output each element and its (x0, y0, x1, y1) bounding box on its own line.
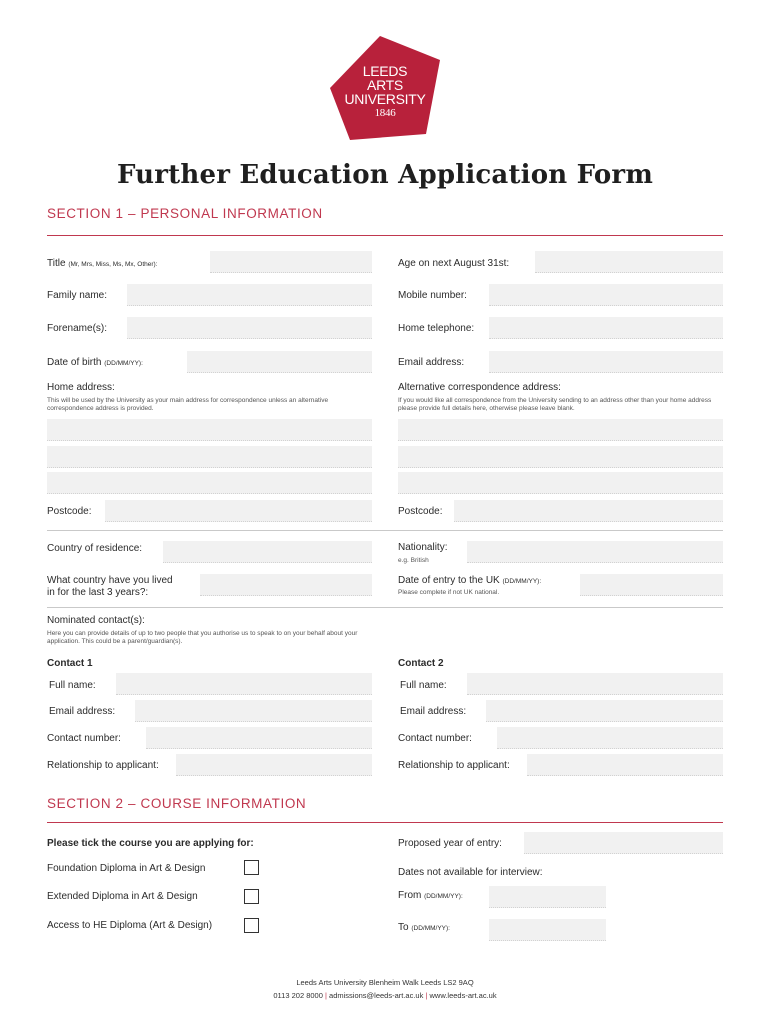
alt-address-line2-field[interactable] (398, 446, 723, 468)
footer-web-link[interactable]: www.leeds-art.ac.uk (429, 991, 497, 1000)
leeds-arts-university-logo (328, 34, 442, 142)
home-tel-label: Home telephone: (398, 323, 475, 334)
contact2-number-label: Contact number: (398, 733, 472, 744)
contact2-full-name-field[interactable] (467, 673, 723, 695)
tick-course-label: Please tick the course you are applying for: (47, 838, 254, 849)
forename-field[interactable] (127, 317, 372, 339)
contact1-relationship-field[interactable] (176, 754, 372, 776)
contact1-email-label: Email address: (49, 706, 116, 717)
course-access-label: Access to HE Diploma (Art & Design) (47, 920, 213, 931)
contact2-number-field[interactable] (497, 727, 723, 749)
to-date-field[interactable] (489, 919, 606, 941)
home-address-label: Home address: (47, 382, 115, 393)
nationality-hint: e.g. British (398, 557, 429, 564)
course-extended-checkbox[interactable] (244, 889, 259, 904)
course-foundation-label: Foundation Diploma in Art & Design (47, 863, 206, 874)
country-field[interactable] (163, 541, 372, 563)
from-date-label: From (DD/MM/YY): (398, 890, 463, 901)
title-label: Title (Mr, Mrs, Miss, Ms, Mx, Other): (47, 258, 158, 269)
divider-1 (47, 530, 723, 531)
divider-2 (47, 607, 723, 608)
contact1-relationship-label: Relationship to applicant: (47, 760, 159, 771)
family-name-label: Family name: (47, 290, 108, 301)
section2-rule (47, 822, 723, 823)
email-label: Email address: (398, 357, 465, 368)
nationality-field[interactable] (467, 541, 723, 563)
forename-label: Forename(s): (47, 323, 108, 334)
contact1-full-name-field[interactable] (116, 673, 372, 695)
entry-date-note: Please complete if not UK national. (398, 589, 500, 596)
entry-date-field[interactable] (580, 574, 723, 596)
age-label: Age on next August 31st: (398, 258, 510, 269)
contact2-relationship-field[interactable] (527, 754, 723, 776)
proposed-year-field[interactable] (524, 832, 723, 854)
footer-email-link[interactable]: admissions@leeds-art.ac.uk (329, 991, 424, 1000)
alt-postcode-field[interactable] (454, 500, 723, 522)
from-date-field[interactable] (489, 886, 606, 908)
three-years-field[interactable] (200, 574, 372, 596)
section1-heading: SECTION 1 – PERSONAL INFORMATION (47, 206, 323, 221)
to-date-label: To (DD/MM/YY): (398, 922, 450, 933)
logo-line-leeds: LEEDS (362, 63, 408, 79)
contact1-number-field[interactable] (146, 727, 372, 749)
logo-year: 1846 (374, 107, 396, 119)
nationality-label: Nationality: (398, 542, 448, 553)
home-tel-field[interactable] (489, 317, 723, 339)
email-field[interactable] (489, 351, 723, 373)
contact2-relationship-label: Relationship to applicant: (398, 760, 510, 771)
mobile-label: Mobile number: (398, 290, 467, 301)
dates-unavailable-label: Dates not available for interview: (398, 867, 543, 878)
dob-label: Date of birth (DD/MM/YY): (47, 357, 143, 368)
footer-address: Leeds Arts University Blenheim Walk Leeds LS2 9AQ (296, 978, 474, 987)
home-address-note: This will be used by the University as your main address for correspondence unless an alternative correspondence address is provided. (47, 397, 329, 412)
alt-address-label: Alternative correspondence address: (398, 382, 561, 393)
title-field[interactable] (210, 251, 372, 273)
contact2-email-field[interactable] (486, 700, 723, 722)
home-address-line2-field[interactable] (47, 446, 372, 468)
footer-contact-line: 0113 202 8000 | admissions@leeds-art.ac.uk | www.leeds-art.ac.uk (273, 991, 497, 1000)
alt-address-line3-field[interactable] (398, 472, 723, 494)
contact2-heading: Contact 2 (398, 658, 444, 669)
alt-address-note: If you would like all correspondence from the University sending to an address other than your home address please provide full details here, otherwise please leave blank. (398, 397, 712, 412)
home-postcode-label: Postcode: (47, 506, 92, 517)
home-address-line3-field[interactable] (47, 472, 372, 494)
contact1-email-field[interactable] (135, 700, 372, 722)
contact2-email-label: Email address: (400, 706, 467, 717)
course-foundation-checkbox[interactable] (244, 860, 259, 875)
logo-wordmark (328, 64, 442, 120)
footer-phone: 0113 202 8000 (273, 991, 323, 1000)
course-access-checkbox[interactable] (244, 918, 259, 933)
three-years-label-line1: What country have you lived (47, 575, 173, 586)
home-postcode-field[interactable] (105, 500, 372, 522)
section2-heading: SECTION 2 – COURSE INFORMATION (47, 796, 307, 811)
entry-date-label: Date of entry to the UK (DD/MM/YY): (398, 575, 542, 586)
home-address-line1-field[interactable] (47, 419, 372, 441)
alt-address-line1-field[interactable] (398, 419, 723, 441)
section1-rule (47, 235, 723, 236)
proposed-year-label: Proposed year of entry: (398, 838, 502, 849)
dob-field[interactable] (187, 351, 372, 373)
nominated-note: Here you can provide details of up to two people that you authorise us to speak to on your behalf about your application. This could be a parent/guardian(s). (47, 630, 358, 645)
mobile-field[interactable] (489, 284, 723, 306)
age-field[interactable] (535, 251, 723, 273)
contact1-number-label: Contact number: (47, 733, 121, 744)
three-years-label-line2: in for the last 3 years?: (47, 587, 149, 598)
alt-postcode-label: Postcode: (398, 506, 443, 517)
form-title: Further Education Application Form (116, 160, 654, 190)
contact1-full-name-label: Full name: (49, 680, 96, 691)
logo-line-arts: ARTS (367, 77, 403, 93)
contact2-full-name-label: Full name: (400, 680, 447, 691)
logo-line-university: UNIVERSITY (344, 91, 426, 107)
contact1-heading: Contact 1 (47, 658, 93, 669)
nominated-label: Nominated contact(s): (47, 615, 145, 626)
country-label: Country of residence: (47, 543, 143, 554)
course-extended-label: Extended Diploma in Art & Design (47, 891, 198, 902)
family-name-field[interactable] (127, 284, 372, 306)
